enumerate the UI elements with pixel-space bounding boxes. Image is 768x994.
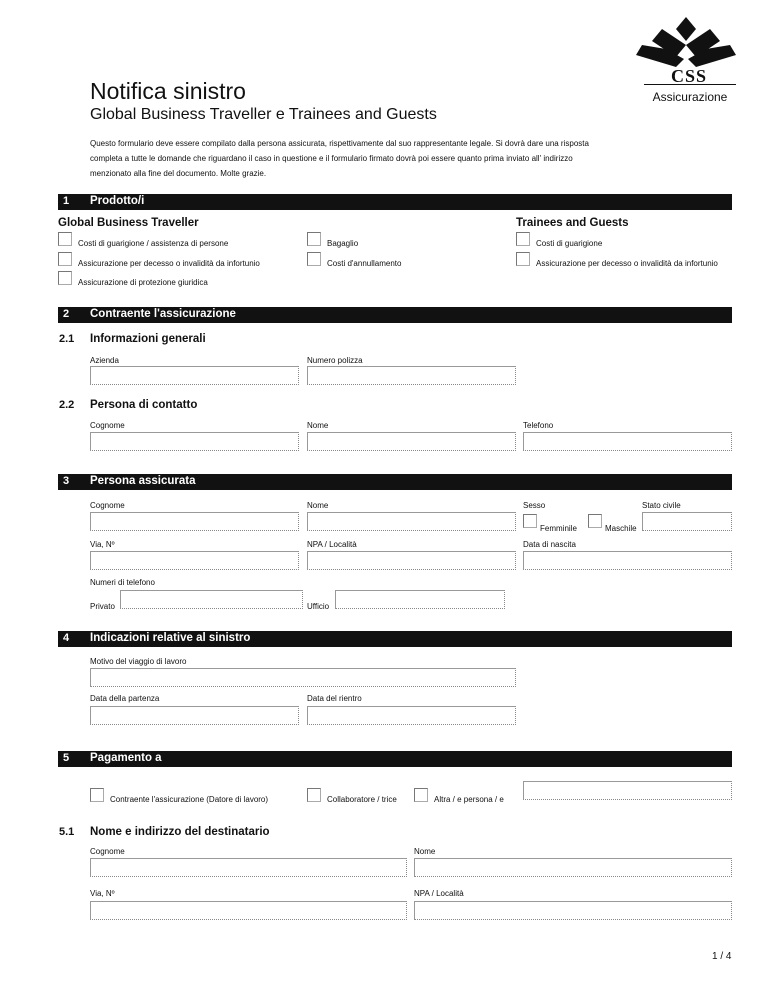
label-sesso: Sesso [523,501,546,510]
label-maschile: Maschile [605,524,637,533]
azienda-field[interactable] [90,366,299,385]
label-nome: Nome [307,421,329,430]
label-rientro: Data del rientro [307,694,362,703]
label-npa: NPA / Località [307,540,357,549]
checkbox-gbt-costi[interactable] [58,232,72,246]
section-5-header [58,751,732,767]
section-number: 3 [63,475,70,487]
checkbox-annullamento[interactable] [307,252,321,266]
subsection-2-2-number: 2.2 [59,399,75,411]
section-title: Prodotto/i [90,195,145,207]
label-bagaglio: Bagaglio [327,239,359,248]
subsection-2-1-title: Informazioni generali [90,333,206,345]
data-nascita-field[interactable] [523,551,732,570]
label-numeri-telefono: Numeri di telefono [90,578,155,587]
checkbox-tg-costi[interactable] [516,232,530,246]
section-1-header [58,194,732,210]
section-number: 5 [63,752,70,764]
destinatario-nome-field[interactable] [414,858,732,877]
label-numero-polizza: Numero polizza [307,356,363,365]
label-altra-persona: Altra / e persona / e [434,795,504,804]
stato-civile-field[interactable] [642,512,732,531]
checkbox-femminile[interactable] [523,514,537,528]
logo-name: CSS [670,66,708,86]
label-cognome: Cognome [90,421,125,430]
checkbox-altra-persona[interactable] [414,788,428,802]
checkbox-tg-decesso[interactable] [516,252,530,266]
label-privato: Privato [90,602,115,611]
page-number: 1 / 4 [712,951,732,962]
altra-persona-field[interactable] [523,781,732,800]
label-nome: Nome [414,847,436,856]
label-via: Via, Nº [90,889,115,898]
label-motivo: Motivo del viaggio di lavoro [90,657,187,666]
section-title: Pagamento a [90,752,162,764]
subsection-5-1-number: 5.1 [59,826,75,838]
destinatario-cognome-field[interactable] [90,858,407,877]
assicurato-cognome-field[interactable] [90,512,299,531]
label-gbt-decesso: Assicurazione per decesso o invalidità da infortunio [78,259,260,268]
label-partenza: Data della partenza [90,694,160,703]
telefono-ufficio-field[interactable] [335,590,505,609]
data-partenza-field[interactable] [90,706,299,725]
subsection-5-1-title: Nome e indirizzo del destinatario [90,826,270,838]
assicurato-via-field[interactable] [90,551,299,570]
label-collaboratore: Collaboratore / trice [327,795,397,804]
label-nome: Nome [307,501,329,510]
subsection-2-1-number: 2.1 [59,333,75,345]
label-azienda: Azienda [90,356,119,365]
contatto-telefono-field[interactable] [523,432,732,451]
checkbox-gbt-decesso[interactable] [58,252,72,266]
section-4-header [58,631,732,647]
telefono-privato-field[interactable] [120,590,303,609]
data-rientro-field[interactable] [307,706,516,725]
checkbox-contraente[interactable] [90,788,104,802]
gbt-group-title: Global Business Traveller [58,217,199,229]
label-data-nascita: Data di nascita [523,540,576,549]
assicurato-nome-field[interactable] [307,512,516,531]
page-subtitle: Global Business Traveller e Trainees and Guests [90,106,437,123]
destinatario-via-field[interactable] [90,901,407,920]
label-cognome: Cognome [90,847,125,856]
label-contraente: Contraente l'assicurazione (Datore di lavoro) [110,795,269,804]
section-3-header [58,474,732,490]
label-annullamento: Costi d'annullamento [327,259,402,268]
tg-group-title: Trainees and Guests [516,217,629,229]
contatto-nome-field[interactable] [307,432,516,451]
logo-subtitle: Assicurazione [652,90,728,104]
page-title: Notifica sinistro [90,78,246,104]
intro-text: Questo formulario deve essere compilato dalla persona assicurata, rispettivamente dal suo rappresentante legale. Si dovrà dare una risposta completa a tutte le domande che riguardano il caso in questione e il formulario firmato dovrà poi essere quanto prima inviato all' indirizzo menzionato alla fine del documento. Molte grazie. [90,139,589,178]
label-ufficio: Ufficio [307,602,330,611]
label-gbt-costi: Costi di guarigione / assistenza di persone [78,239,229,248]
section-title: Contraente l'assicurazione [90,308,236,320]
label-cognome: Cognome [90,501,125,510]
section-title: Persona assicurata [90,475,196,487]
section-number: 1 [63,195,70,207]
motivo-viaggio-field[interactable] [90,668,516,687]
section-number: 2 [63,308,70,320]
section-number: 4 [63,632,70,644]
label-tg-decesso: Assicurazione per decesso o invalidità da infortunio [536,259,718,268]
contatto-cognome-field[interactable] [90,432,299,451]
section-title: Indicazioni relative al sinistro [90,632,251,644]
numero-polizza-field[interactable] [307,366,516,385]
label-tg-costi: Costi di guarigione [536,239,603,248]
label-femminile: Femminile [540,524,577,533]
section-2-header [58,307,732,323]
label-telefono: Telefono [523,421,554,430]
checkbox-collaboratore[interactable] [307,788,321,802]
checkbox-protezione-giuridica[interactable] [58,271,72,285]
subsection-2-2-title: Persona di contatto [90,399,198,411]
label-stato-civile: Stato civile [642,501,681,510]
destinatario-npa-field[interactable] [414,901,732,920]
checkbox-maschile[interactable] [588,514,602,528]
label-via: Via, Nº [90,540,115,549]
label-npa: NPA / Località [414,889,464,898]
label-protezione-giuridica: Assicurazione di protezione giuridica [78,278,208,287]
assicurato-npa-field[interactable] [307,551,516,570]
checkbox-bagaglio[interactable] [307,232,321,246]
